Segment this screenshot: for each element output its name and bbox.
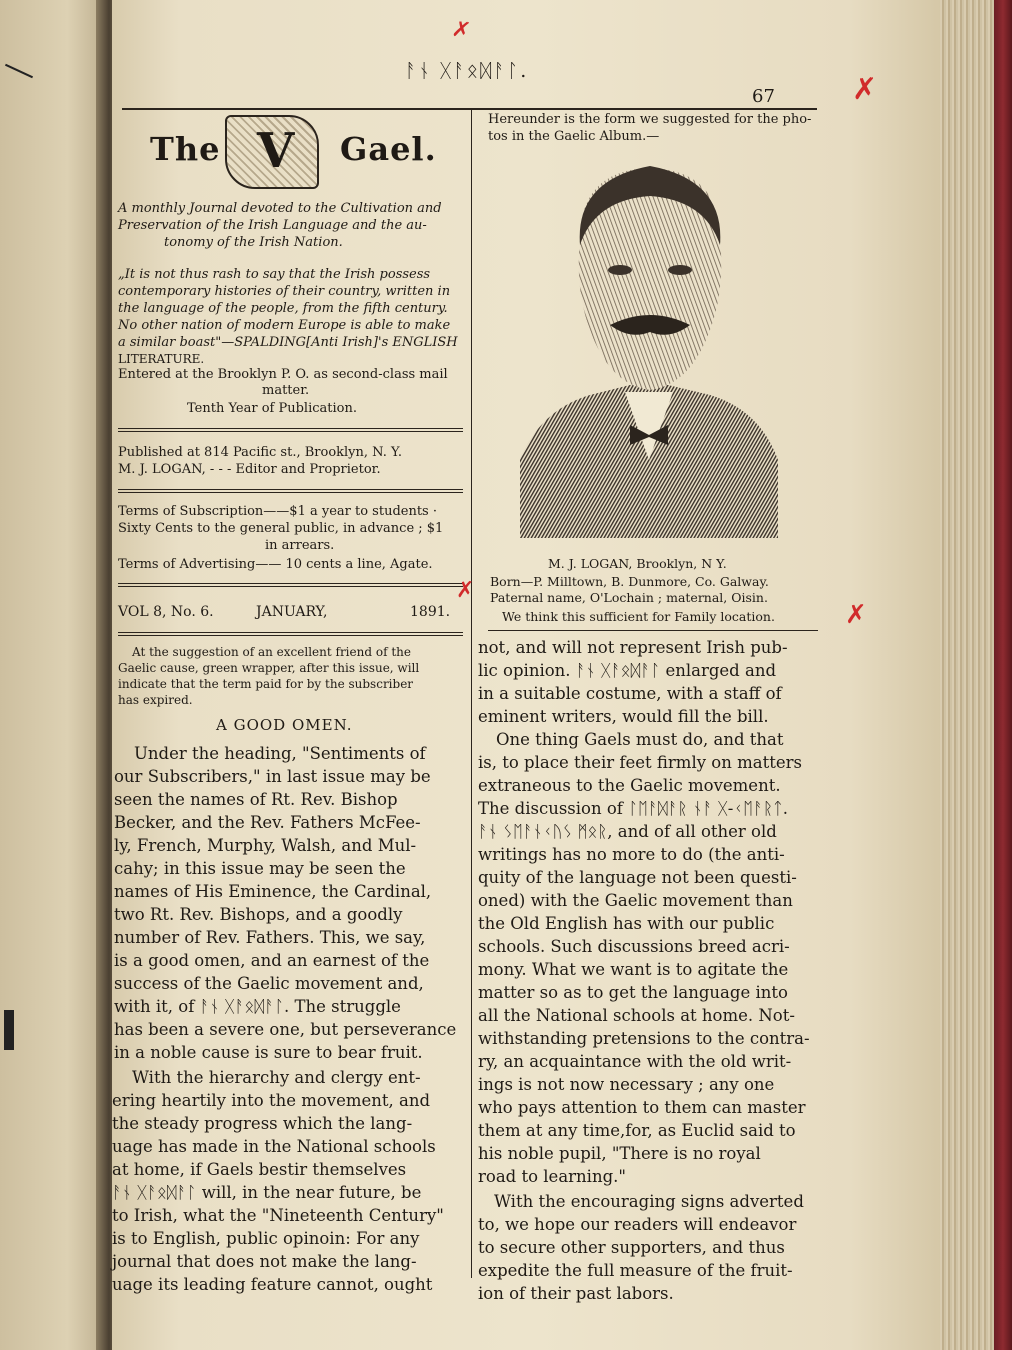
quote-line: a similar boast"—SPALDING[Anti Irish]'s ENGLISH [118,335,458,350]
notice-line: has expired. [118,693,193,707]
red-mark: ✗ [852,72,878,107]
tenth-year: Tenth Year of Publication. [187,401,357,416]
photo-intro-line: tos in the Gaelic Album.— [488,129,660,144]
subtitle-line: tonomy of the Irish Nation. [164,235,343,250]
quote-line: „It is not thus rash to say that the Irish possess [118,267,431,282]
subtitle-line: Preservation of the Irish Language and the au- [118,218,427,233]
entered-line: Entered at the Brooklyn P. O. as second-class mail [118,367,448,382]
caption-line: Born—P. Milltown, B. Dunmore, Co. Galway. [490,574,769,589]
body-line: withstanding pretensions to the contra- [478,1029,810,1048]
published-line: M. J. LOGAN, - - - Editor and Proprietor. [118,462,381,477]
notice-line: indicate that the term paid for by the subscriber [118,677,414,691]
body-line: expedite the full measure of the fruit- [478,1261,793,1280]
body-line: with it, of ᚨᚾ ᚷᚨᛟᛞᚨᛚ. The struggle [114,997,401,1016]
page-edges [940,0,1012,1350]
published-line: Published at 814 Pacific st., Brooklyn, N. Y. [118,445,403,460]
body-line: all the National schools at home. Not- [478,1006,795,1025]
portrait-engraving [520,160,778,538]
page-number: 67 [752,86,775,107]
body-line: quity of the language not been questi- [478,868,797,887]
harp-logo [225,115,319,189]
body-line: seen the names of Rt. Rev. Bishop [114,790,398,809]
body-line: is to English, public opinoin: For any [112,1229,420,1248]
caption-line: We think this sufficient for Family location. [502,609,775,624]
body-line: ly, French, Murphy, Walsh, and Mul- [114,836,417,855]
rule [118,431,463,432]
body-line: in a suitable costume, with a staff of [478,684,782,703]
body-line: to Irish, what the "Nineteenth Century" [112,1206,444,1225]
notice-line: At the suggestion of an excellent friend of the [132,645,411,659]
body-line: oned) with the Gaelic movement than [478,891,793,910]
body-line: our Subscribers," in last issue may be [114,767,431,786]
body-line: them at any time,for, as Euclid said to [478,1121,796,1140]
terms-line: Terms of Advertising—— 10 cents a line, Agate. [118,557,433,572]
body-line: ry, an acquaintance with the old writ- [478,1052,792,1071]
photo-intro-line: Hereunder is the form we suggested for the pho- [488,112,812,127]
body-line: his noble pupil, "There is no royal [478,1144,761,1163]
body-line: names of His Eminence, the Cardinal, [114,882,432,901]
body-line: journal that does not make the lang- [112,1252,417,1271]
quote-line: the language of the people, from the fifth century. [118,301,448,316]
body-line: uage has made in the National schools [112,1137,436,1156]
body-line: One thing Gaels must do, and that [496,730,784,749]
body-line: to, we hope our readers will endeavor [478,1215,797,1234]
body-line: at home, if Gaels bestir themselves [112,1160,407,1179]
body-line: uage its leading feature cannot, ought [112,1275,433,1294]
body-line: With the hierarchy and clergy ent- [132,1068,421,1087]
body-line: writings has no more to do (the anti- [478,845,785,864]
column-rule [471,108,472,1278]
body-line: ᚨᚾ ᛊᛖᚨᚾᚲᚢᛊ ᛗᛟᚱ, and of all other old [478,822,777,841]
body-line: schools. Such discussions breed acri- [478,937,790,956]
body-line: lic opinion. ᚨᚾ ᚷᚨᛟᛞᚨᛚ enlarged and [478,661,777,680]
rule [488,630,818,631]
issue-year: 1891. [410,604,451,620]
rule [118,489,463,490]
rule [118,632,463,633]
body-line: ion of their past labors. [478,1284,674,1303]
body-line: who pays attention to them can master [478,1098,806,1117]
masthead-right: Gael. [340,130,437,168]
rule [118,492,463,493]
body-line: Under the heading, "Sentiments of [134,744,426,763]
body-line: matter so as to get the language into [478,983,788,1002]
quote-line: LITERATURE. [118,352,205,366]
body-line: has been a severe one, but perseverance [114,1020,457,1039]
body-line: to secure other supporters, and thus [478,1238,785,1257]
rule [118,635,463,636]
body-line: Becker, and the Rev. Fathers McFee- [114,813,421,832]
rule [118,586,463,587]
rule [118,583,463,584]
quote-line: No other nation of modern Europe is able to make [118,318,451,333]
body-line: in a noble cause is sure to bear fruit. [114,1043,423,1062]
body-line: cahy; in this issue may be seen the [114,859,406,878]
body-line: success of the Gaelic movement and, [114,974,424,993]
top-rule [122,108,817,110]
masthead-left: The [150,130,221,168]
body-line: ᚨᚾ ᚷᚨᛟᛞᚨᛚ will, in the near future, be [112,1183,422,1202]
body-line: The discussion of ᛚᛖᚨᛞᚨᚱ ᚾᚨ ᚷ-ᚲᛖᚨᚱᛏ. [478,799,789,818]
body-line: ering heartily into the movement, and [112,1091,431,1110]
caption-line: Paternal name, O'Lochain ; maternal, Oisin. [490,590,768,605]
caption-line: M. J. LOGAN, Brooklyn, N Y. [548,556,727,571]
red-mark: ✗ [845,600,867,630]
red-mark: ✗ [449,16,473,45]
subtitle-line: A monthly Journal devoted to the Cultivation and [118,201,442,216]
entered-line: matter. [262,383,310,398]
body-line: road to learning." [478,1167,626,1186]
issue-vol: VOL 8, No. 6. [118,604,214,620]
body-line: With the encouraging signs adverted [494,1192,804,1211]
rule [118,428,463,429]
quote-line: contemporary histories of their country, written in [118,284,451,299]
terms-line: Terms of Subscription——$1 a year to students · [118,504,437,519]
body-line: is a good omen, and an earnest of the [114,951,430,970]
red-mark: ✗ [456,578,475,603]
body-line: eminent writers, would fill the bill. [478,707,769,726]
harp-letter: V [257,123,295,179]
body-line: two Rt. Rev. Bishops, and a goodly [114,905,403,924]
running-head: ᚨᚾ ᚷᚨᛟᛞᚨᛚ. [405,60,529,82]
terms-line: Sixty Cents to the general public, in advance ; $1 [118,521,444,536]
body-line: the Old English has with our public [478,914,775,933]
body-line: extraneous to the Gaelic movement. [478,776,781,795]
body-line: ings is not now necessary ; any one [478,1075,775,1094]
issue-month: JANUARY, [256,604,328,620]
body-line: mony. What we want is to agitate the [478,960,789,979]
article-title: A GOOD OMEN. [216,716,353,734]
left-page-mark [4,1010,14,1050]
body-line: is, to place their feet firmly on matters [478,753,802,772]
body-line: the steady progress which the lang- [112,1114,413,1133]
terms-line: in arrears. [265,538,335,553]
body-line: not, and will not represent Irish pub- [478,638,788,657]
body-line: number of Rev. Fathers. This, we say, [114,928,426,947]
notice-line: Gaelic cause, green wrapper, after this issue, will [118,661,420,675]
